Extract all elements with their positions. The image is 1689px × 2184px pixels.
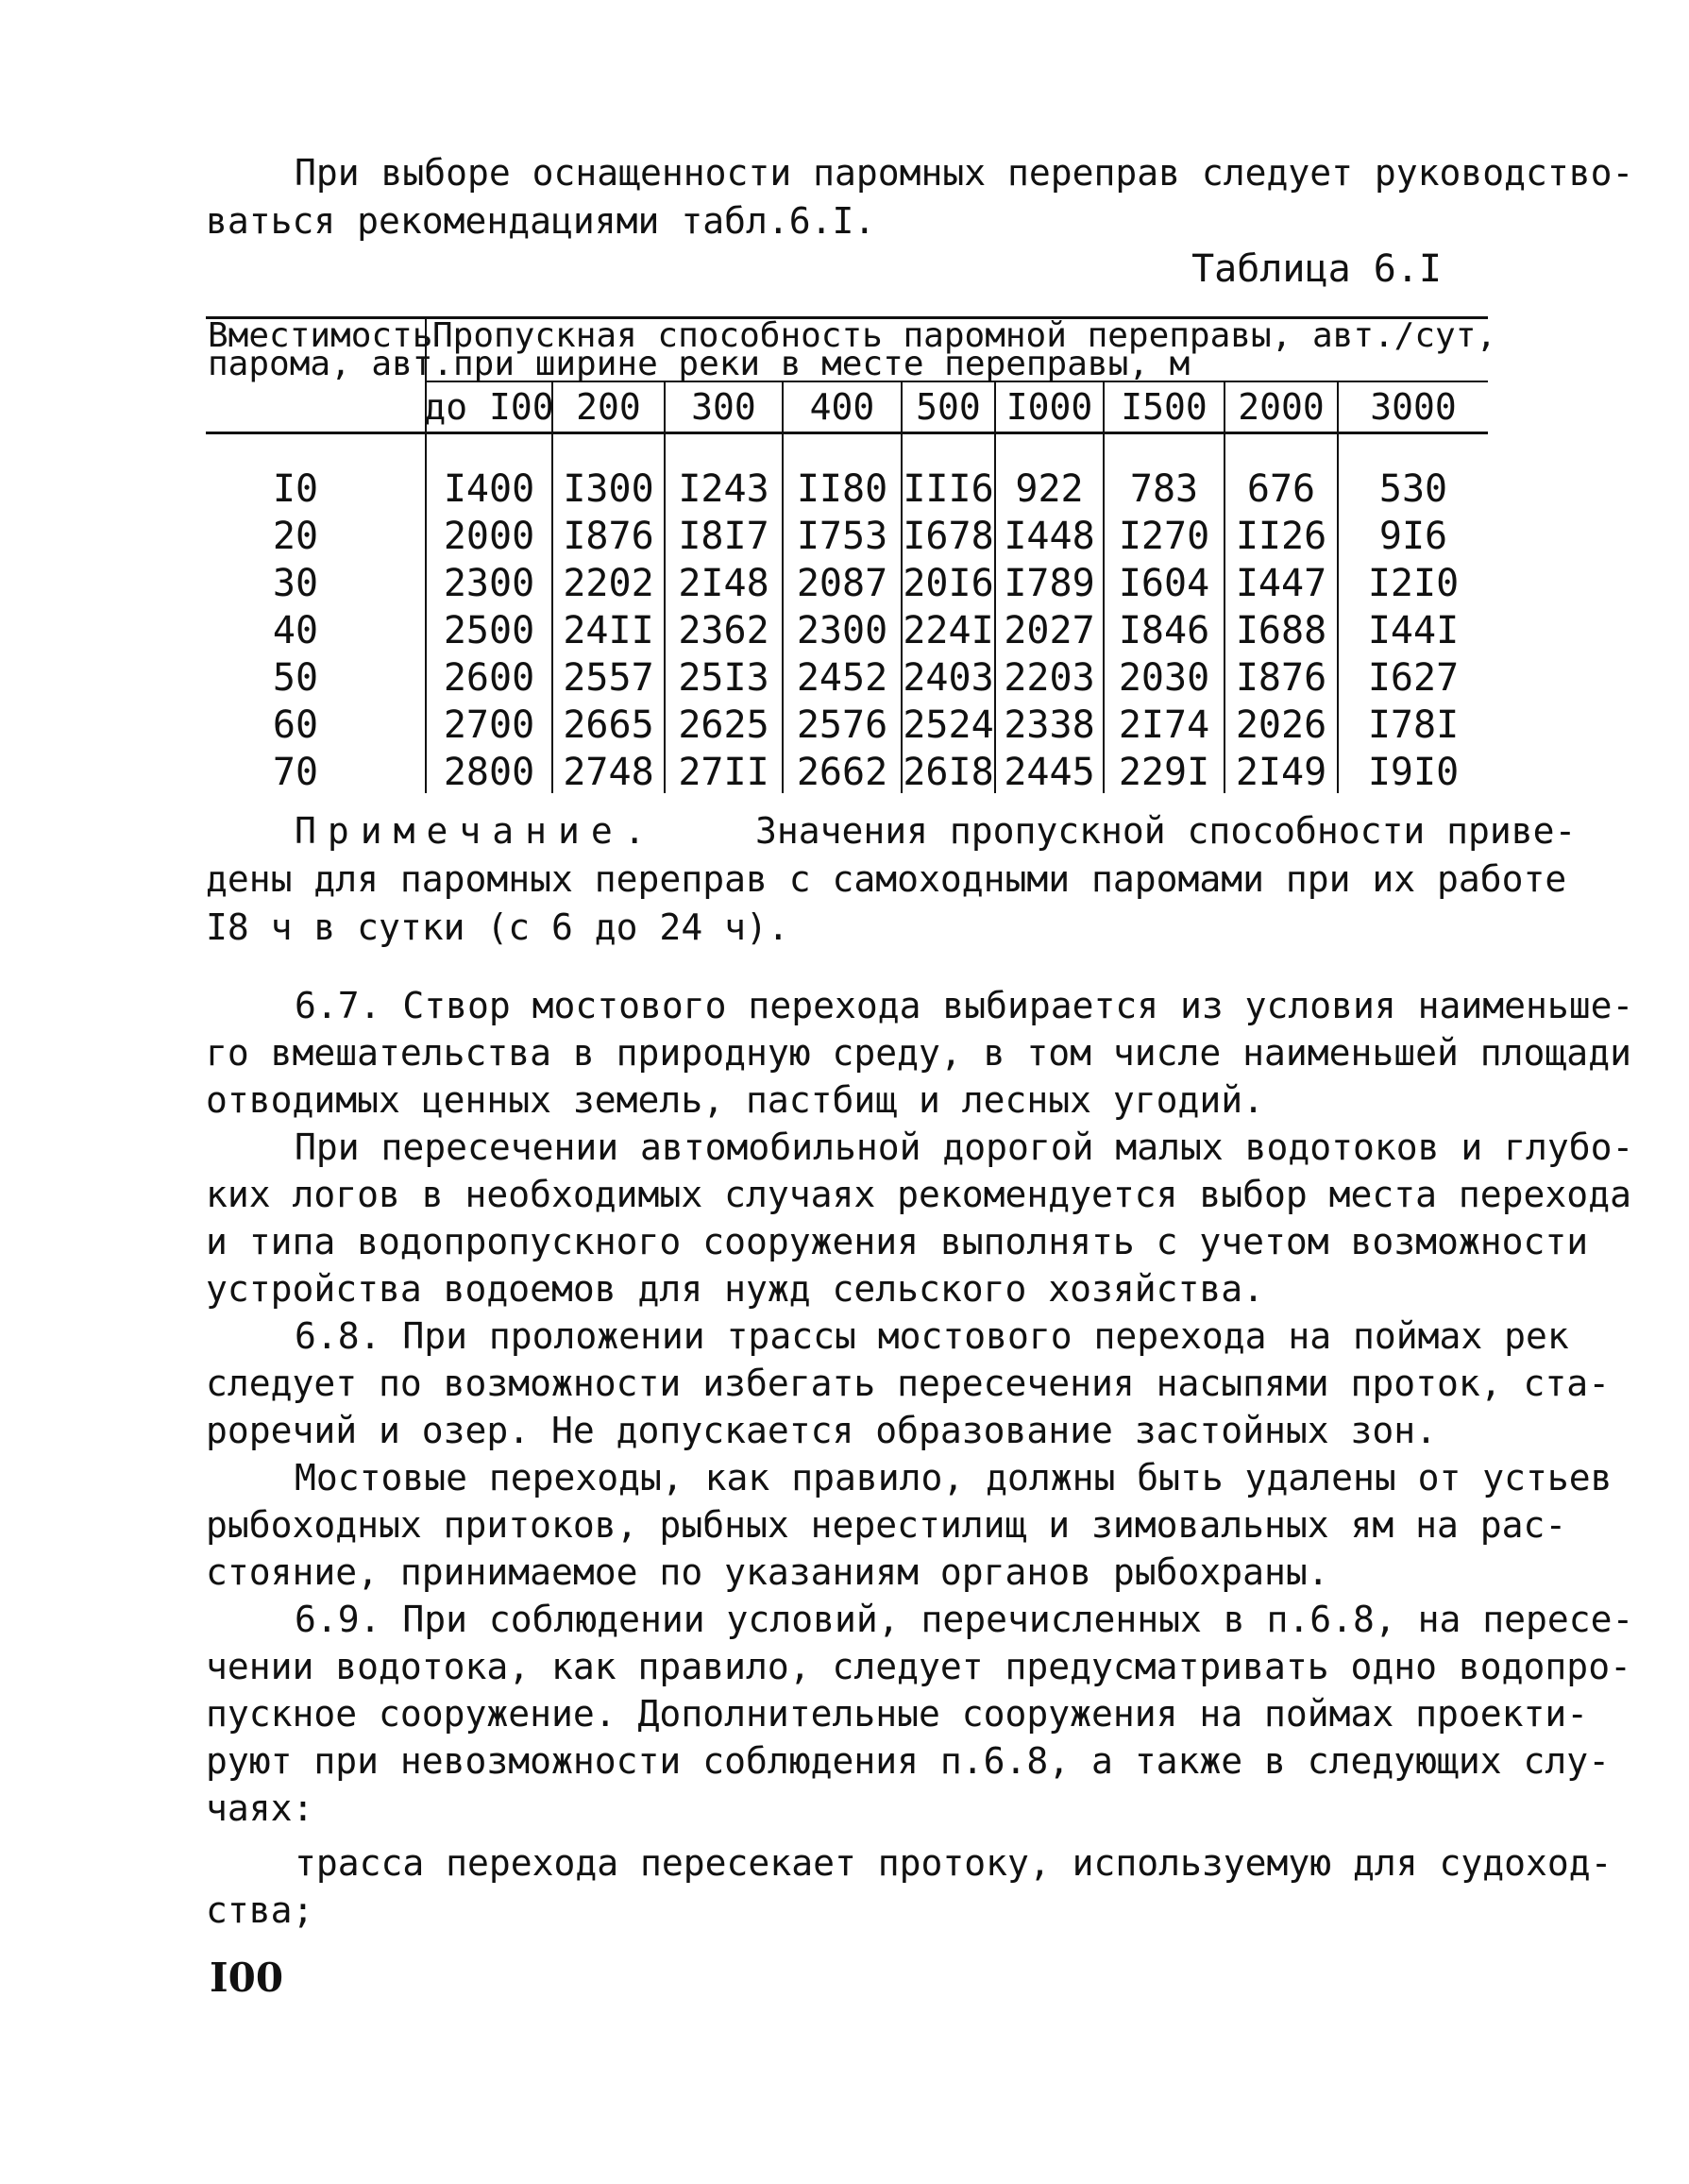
intro-line-1: При выборе оснащенности паромных переправ следует руководство- (295, 152, 1634, 194)
table-cell: I447 (1235, 562, 1327, 605)
column-header: 300 (691, 386, 756, 428)
column-header: 200 (576, 386, 641, 428)
column-header: 3000 (1370, 386, 1457, 428)
table-cell: 2800 (443, 751, 535, 794)
table-cell: 2I74 (1118, 703, 1210, 747)
table-cell: I9I0 (1367, 751, 1460, 794)
table-cell: 229I (1118, 751, 1210, 794)
table-cell: 2I49 (1235, 751, 1327, 794)
column-header: 400 (809, 386, 875, 428)
row-capacity: 20 (272, 515, 319, 558)
table-cell: 2748 (563, 751, 654, 794)
column-header: I000 (1005, 386, 1093, 428)
para-6-7b-line: ких логов в необходимых случаях рекомендуется выбор места перехода (206, 1174, 1631, 1215)
table-cell: 2600 (443, 656, 535, 700)
intro-line-2: ваться рекомендациями табл.6.I. (206, 200, 876, 242)
table-cell: 676 (1246, 467, 1316, 511)
table-cell: 224I (903, 609, 994, 652)
para-6-8-line: 6.8. При проложении трассы мостового перехода на поймах рек (295, 1315, 1569, 1357)
table-cell: 2026 (1235, 703, 1327, 747)
row-capacity: 60 (272, 703, 319, 747)
para-6-9-line: руют при невозможности соблюдения п.6.8, а также в следующих слу- (206, 1740, 1611, 1782)
table-cell: 2338 (1004, 703, 1095, 747)
para-6-9-line: пускное сооружение. Дополнительные сооружения на поймах проекти- (206, 1693, 1589, 1735)
table-cell: II26 (1235, 515, 1327, 558)
table-cell: 2000 (443, 515, 535, 558)
table-cell: 2403 (903, 656, 994, 700)
table-cell: 783 (1129, 467, 1199, 511)
para-6-8b-line: Мостовые переходы, как правило, должны быть удалены от устьев (295, 1457, 1613, 1498)
table-cell: 2662 (796, 751, 888, 794)
column-header: 500 (916, 386, 981, 428)
column-header: 2000 (1238, 386, 1325, 428)
note-label: Примечание. (295, 810, 657, 852)
para-6-8-line: следует по возможности избегать пересечения насыпями проток, ста- (206, 1363, 1611, 1404)
table-cell: 2087 (796, 562, 888, 605)
table-caption: Таблица 6.I (1191, 247, 1442, 291)
table-cell: 530 (1378, 467, 1448, 511)
table-cell: 24II (563, 609, 654, 652)
table-cell: I753 (796, 515, 888, 558)
row-capacity: 40 (272, 609, 319, 652)
table-cell: I44I (1367, 609, 1460, 652)
table-cell: I604 (1118, 562, 1210, 605)
table-cell: 2452 (796, 656, 888, 700)
table-cell: 27II (678, 751, 769, 794)
para-6-9-line: 6.9. При соблюдении условий, перечисленных в п.6.8, на пересе- (295, 1599, 1634, 1640)
table-cell: III6 (903, 467, 994, 511)
para-6-7b-line: устройства водоемов для нужд сельского хозяйства. (206, 1268, 1265, 1310)
table-header-bottom-rule (206, 432, 1488, 434)
table-cell: 20I6 (903, 562, 994, 605)
table-cell: 2362 (678, 609, 769, 652)
row-capacity: 30 (272, 562, 319, 605)
table-cell: 2700 (443, 703, 535, 747)
table-cell: I688 (1235, 609, 1327, 652)
header-capacity-line1: Вместимость (208, 316, 433, 355)
note-line-3: I8 ч в сутки (с 6 до 24 ч). (206, 906, 789, 948)
table-cell: I678 (903, 515, 994, 558)
table-cell: 25I3 (678, 656, 769, 700)
note-line-1: Значения пропускной способности приве- (755, 810, 1577, 852)
para-6-7-line: 6.7. Створ мостового перехода выбирается из условия наименьше- (295, 985, 1634, 1026)
table-cell: 2524 (903, 703, 994, 747)
header-throughput-line1: Пропускная способность паромной переправы, авт./сут, (432, 316, 1497, 355)
table-cell: I400 (443, 467, 535, 511)
para-6-9b-line: ства; (206, 1889, 314, 1931)
column-header: до I00 (424, 386, 554, 428)
table-cell: I2I0 (1367, 562, 1460, 605)
note-line-2: дены для паромных переправ с самоходными паромами при их работе (206, 858, 1567, 900)
row-capacity: 50 (272, 656, 319, 700)
para-6-7-line: го вмешательства в природную среду, в том числе наименьшей площади (206, 1032, 1631, 1074)
table-cell: 2576 (796, 703, 888, 747)
table-cell: 2030 (1118, 656, 1210, 700)
table-cell: 2625 (678, 703, 769, 747)
table-cell: I846 (1118, 609, 1210, 652)
para-6-7-line: отводимых ценных земель, пастбищ и лесных угодий. (206, 1079, 1265, 1121)
column-header: I500 (1121, 386, 1208, 428)
table-cell: I270 (1118, 515, 1210, 558)
table-cell: 9I6 (1378, 515, 1448, 558)
para-6-8-line: роречий и озер. Не допускается образование застойных зон. (206, 1410, 1438, 1451)
table-cell: 2300 (796, 609, 888, 652)
table-cell: 2500 (443, 609, 535, 652)
table-cell: I789 (1004, 562, 1095, 605)
table-cell: 922 (1015, 467, 1084, 511)
para-6-7b-line: и типа водопропускного сооружения выполнять с учетом возможности (206, 1221, 1589, 1262)
table-cell: 2665 (563, 703, 654, 747)
table-cell: 2300 (443, 562, 535, 605)
table-cell: 2I48 (678, 562, 769, 605)
para-6-9b-line: трасса перехода пересекает протоку, используемую для судоход- (295, 1842, 1613, 1884)
header-throughput-line2: при ширине реки в месте переправы, м (453, 345, 1191, 383)
header-capacity-line2: парома, авт. (208, 345, 454, 383)
table-cell: I448 (1004, 515, 1095, 558)
table-cell: 2202 (563, 562, 654, 605)
para-6-8b-line: стояние, принимаемое по указаниям органов рыбохраны. (206, 1551, 1329, 1593)
table-cell: I300 (563, 467, 654, 511)
table-cell: 2027 (1004, 609, 1095, 652)
page-number: I00 (210, 1955, 284, 2001)
table-cell: 26I8 (903, 751, 994, 794)
table-cell: I243 (678, 467, 769, 511)
para-6-7b-line: При пересечении автомобильной дорогой малых водотоков и глубо- (295, 1126, 1634, 1168)
table-cell: I876 (1235, 656, 1327, 700)
para-6-9-line: чаях: (206, 1787, 314, 1829)
row-capacity: 70 (272, 751, 319, 794)
table-cell: II80 (796, 467, 888, 511)
ferry-capacity-table (206, 316, 1497, 794)
table-cell: 2203 (1004, 656, 1095, 700)
table-cell: I627 (1367, 656, 1460, 700)
para-6-9-line: чении водотока, как правило, следует предусматривать одно водопро- (206, 1646, 1631, 1687)
table-cell: 2445 (1004, 751, 1095, 794)
table-cell: 2557 (563, 656, 654, 700)
table-cell: I8I7 (678, 515, 769, 558)
table-cell: I876 (563, 515, 654, 558)
para-6-8b-line: рыбоходных притоков, рыбных нерестилищ и зимовальных ям на рас- (206, 1504, 1567, 1546)
table-cell: I78I (1367, 703, 1460, 747)
row-capacity: I0 (272, 467, 319, 511)
